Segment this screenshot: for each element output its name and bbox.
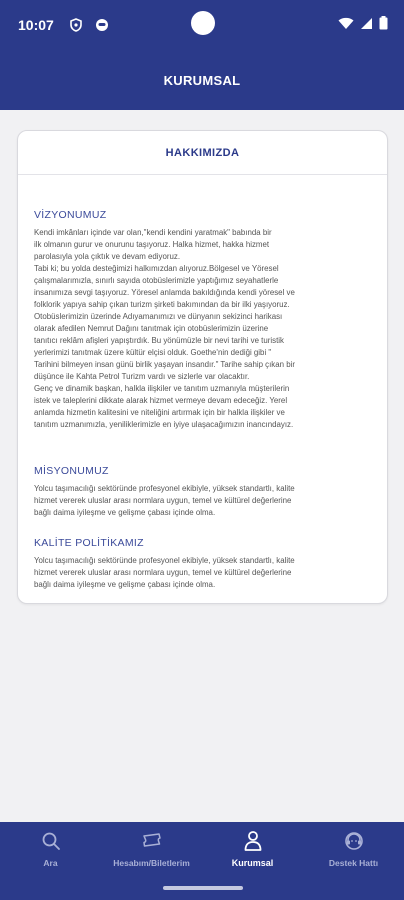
status-time: 10:07 bbox=[18, 17, 54, 33]
battery-icon bbox=[379, 16, 388, 35]
nav-item-destek[interactable] bbox=[303, 830, 404, 900]
section-text: Yolcu taşımacılığı sektöründe profesyonel ekibiyle, yüksek standartlı, kalite hizmet vererek uluslar arası normlara uygun, temel ve kültürel değerlerine bağlı daima iyileşme ve gelişme çabası içinde olma. bbox=[34, 556, 295, 589]
section-heading: VİZYONUMUZ bbox=[34, 209, 107, 221]
signal-icon bbox=[360, 17, 373, 35]
section-text: Yolcu taşımacılığı sektöründe profesyonel ekibiyle, yüksek standartlı, kalite hizmet vererek uluslar arası normlara uygun, temel ve kültürel değerlerine bağlı daima iyileşme ve gelişme çabası içinde olma. bbox=[34, 484, 295, 517]
camera-cutout bbox=[191, 11, 215, 35]
app-header bbox=[0, 50, 404, 110]
about-card bbox=[17, 130, 388, 604]
status-right-icons bbox=[338, 16, 388, 35]
nav-label: Kurumsal bbox=[231, 858, 274, 868]
ticket-icon bbox=[140, 830, 164, 852]
section-mission bbox=[34, 465, 371, 519]
card-header bbox=[18, 131, 387, 175]
search-icon bbox=[39, 830, 63, 852]
shield-icon bbox=[68, 17, 84, 33]
nav-item-ara[interactable] bbox=[0, 830, 101, 900]
app-notification-icon bbox=[94, 17, 110, 33]
nav-label: Hesabım/Biletlerim bbox=[113, 858, 190, 868]
page-title: KURUMSAL bbox=[163, 72, 241, 88]
nav-label: Ara bbox=[43, 858, 58, 868]
section-quality-policy bbox=[34, 537, 371, 591]
section-heading: MİSYONUMUZ bbox=[34, 465, 109, 477]
section-text: Kendi imkânları içinde var olan,"kendi kendini yaratmak" babında bir ilk olmanın gurur ve onurunu taşıyoruz. Halka hizmet, hakka hizmet parolasıyla yola çıktık ve devam ediyoruz. Tabi ki; bu yolda desteğimizi halkımızdan alıyoruz.Bölgesel ve Yöresel çalışmalarımızla, sınırlı sayıda otobüslerimizle yaptığımız seyahatlerle insanımıza sevgi taşıyoruz. Yöresel anlamda bakıldığında kendi yöresel ve folklorik yapıya sahip çıkan turizm şirketi bakımından da bir ilki yaşıyoruz. Otobüslerimizin üzerinde Adıyamanımızı ve dünyanın sekizinci harikası olarak afedilen Nemrut Dağını tanıtmak için otobüslerimizin üzerine tanıtıcı reklâm afişleri yapıştırdık. Bu yönümüzle bir nevi tarihi ve turistik yerlerimizi tanıtmak üzere kültür elçisi olduk. Goethe'nin dediği gibi " Tarihini bilmeyen insan günü birlik yaşayan insandır." Tarihe sahip çıkan bir düşünce ile Kahta Petrol Turizm vardı ve sizlerle var olacaktır. Genç ve dinamik başkan, halkla ilişkiler ve tanıtım uzmanıyla müşterilerin istek ve taleplerini dikkate alarak hizmet vermeye devam edeceğiz. Yerel anlamda hizmetin kalitesini ve niteliğini artırmak için bir halkla ilişkiler ve tanıtım uzmanımızla, yeniliklerimizle en iyiye ulaşacağımızın inancındayız. bbox=[34, 228, 295, 429]
support-icon bbox=[342, 830, 366, 852]
nav-label: Destek Hattı bbox=[328, 858, 379, 868]
wifi-icon bbox=[338, 17, 354, 35]
section-vision bbox=[34, 209, 371, 431]
section-heading: KALİTE POLİTİKAMIZ bbox=[34, 537, 144, 549]
home-indicator bbox=[163, 886, 243, 890]
card-body[interactable] bbox=[18, 175, 387, 591]
person-icon bbox=[241, 830, 265, 852]
card-title: HAKKIMIZDA bbox=[165, 146, 240, 159]
